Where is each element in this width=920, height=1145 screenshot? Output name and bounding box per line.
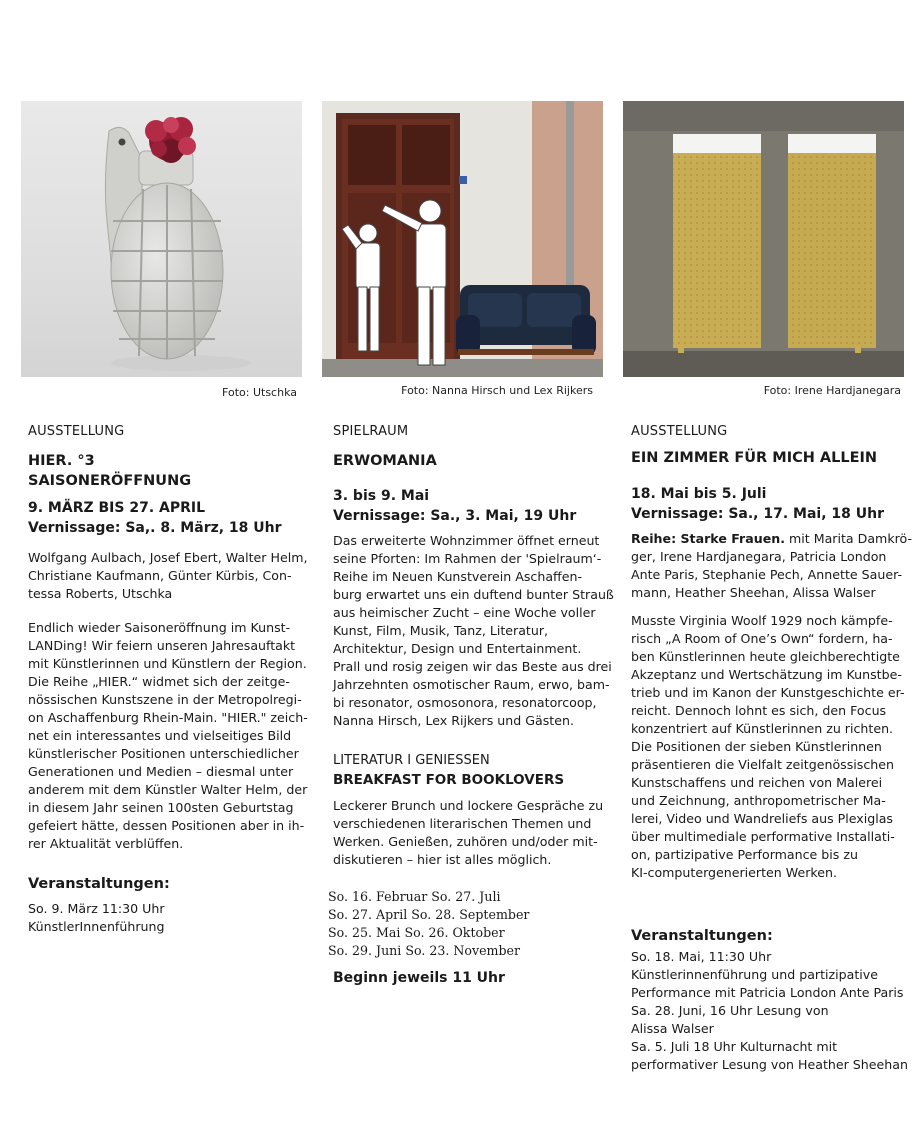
event-line: performativer Lesung von Heather Sheehan <box>631 1057 908 1072</box>
photo-credit-2: Foto: Nanna Hirsch und Lex Rijkers <box>401 384 593 397</box>
description-line: Das erweiterte Wohnzimmer öffnet erneut <box>333 533 600 548</box>
artists-line: tessa Roberts, Utschka <box>28 586 173 601</box>
description-line: diskutieren – hier ist alles möglich. <box>333 852 552 867</box>
date-line: Vernissage: Sa., 3. Mai, 19 Uhr <box>333 508 577 524</box>
description-line: Die Reihe „HIER.“ widmet sich der zeitge- <box>28 674 290 689</box>
description-line: konzentriert auf Künstlerinnen zu richten. <box>631 721 894 736</box>
description-line: rer Aktualität verblüffen. <box>28 836 184 851</box>
description-line: burg erwartet uns ein duftend bunter Strauß <box>333 587 614 602</box>
description-line: KI-computergenerierten Werken. <box>631 865 837 880</box>
photo-credit-3: Foto: Irene Hardjanegara <box>763 384 901 397</box>
sub-event-description <box>333 797 603 869</box>
artists-line: Christiane Kaufmann, Günter Kürbis, Con- <box>28 568 292 583</box>
description-line: risch „A Room of One’s Own“ fordern, ha- <box>631 631 893 646</box>
start-time-note: Beginn jeweils 11 Uhr <box>333 970 505 986</box>
schedule-line: So. 29. Juni So. 23. November <box>328 943 520 958</box>
artists-list <box>28 549 307 603</box>
description-line: bi resonator, osmosonora, resonatorcoop, <box>333 695 597 710</box>
date-line: Vernissage: Sa., 17. Mai, 18 Uhr <box>631 506 885 522</box>
description-line: Endlich wieder Saisoneröffnung im Kunst- <box>28 620 291 635</box>
schedule-line: So. 25. Mai So. 26. Oktober <box>328 925 505 940</box>
description-line: reicht. Dennoch lohnt es sich, den Focus <box>631 703 887 718</box>
artists-line: Wolfgang Aulbach, Josef Ebert, Walter Helm, <box>28 550 308 565</box>
artists-text: ger, <box>631 549 656 564</box>
artists-line <box>631 530 912 548</box>
date-line: 18. Mai bis 5. Juli <box>631 486 767 502</box>
description-line: on, partizipative Performance bis zu <box>631 847 858 862</box>
artists-line <box>631 548 912 566</box>
description-line: lerei, Video und Wandreliefs aus Plexiglas <box>631 811 893 826</box>
description-line: Leckerer Brunch und lockere Gespräche zu <box>333 798 604 813</box>
description-line: Reihe im Neuen Kunstverein Aschaffen- <box>333 569 582 584</box>
description-line: künstlerischer Positionen unterschiedlicher <box>28 746 299 761</box>
description-line: Akzeptanz und Wertschätzung im Kunstbe- <box>631 667 902 682</box>
description-line: verschiedenen literarischen Themen und <box>333 816 592 831</box>
description-line: in diesem Jahr seinen 100sten Geburtstag <box>28 800 294 815</box>
description-line: Prall und rosig zeigen wir das Beste aus drei <box>333 659 612 674</box>
description-line: Musste Virginia Woolf 1929 noch kämpfe- <box>631 613 893 628</box>
description-line: on Aschaffenburg Rhein-Main. "HIER." zeich- <box>28 710 308 725</box>
event-line: Sa. 5. Juli 18 Uhr Kulturnacht mit <box>631 1039 838 1054</box>
exhibition-title: ERWOMANIA <box>333 453 437 469</box>
exhibition-dates <box>631 484 884 524</box>
artists-line: mann, Heather Sheehan, Alissa Walser <box>631 585 876 600</box>
description-line: Kunst, Film, Musik, Tanz, Literatur, <box>333 623 549 638</box>
description-line: nössischen Kunstszene in der Metropolregi- <box>28 692 302 707</box>
date-line: 9. MÄRZ BIS 27. APRIL <box>28 500 206 516</box>
schedule-line: So. 16. Februar So. 27. Juli <box>328 889 501 904</box>
title-line: HIER. °3 <box>28 453 95 469</box>
events-list <box>28 900 165 936</box>
description-line: über multimediale performative Installati- <box>631 829 895 844</box>
description <box>28 619 308 853</box>
exhibition-dates <box>333 486 576 526</box>
brunch-schedule <box>328 888 529 960</box>
sub-event-title: BREAKFAST FOR BOOKLOVERS <box>333 772 565 788</box>
description-line: LANDing! Wir feiern unseren Jahresauftakt <box>28 638 296 653</box>
description-line: seine Pforten: Im Rahmen der 'Spielraum‘- <box>333 551 602 566</box>
description-line: Nanna Hirsch, Lex Rijkers und Gästen. <box>333 713 574 728</box>
description-line: ben Künstlerinnen heute gleichberechtigte <box>631 649 900 664</box>
artists-list <box>631 530 912 602</box>
description-line: mit Künstlerinnen und Künstlern der Region. <box>28 656 307 671</box>
photo-credit-1: Foto: Utschka <box>222 386 297 399</box>
events-heading: Veranstaltungen: <box>28 876 170 892</box>
artists-text: Irene Hardjanegara, Patricia London <box>659 549 887 564</box>
description-line: Architektur, Design und Entertainment. <box>333 641 582 656</box>
exhibition-title: EIN ZIMMER FÜR MICH ALLEIN <box>631 450 878 466</box>
event-line: KünstlerInnenführung <box>28 919 165 934</box>
description <box>631 612 905 882</box>
artists-text: mit Marita Damkrö- <box>785 531 913 546</box>
description-line: Generationen und Medien – diesmal unter <box>28 764 294 779</box>
description-line: und Zeichnung, anthropometrischer Ma- <box>631 793 886 808</box>
title-line: SAISONERÖFFNUNG <box>28 473 192 489</box>
description-line: präsentieren die Vielfalt zeitgenössischen <box>631 757 894 772</box>
photo-grenade <box>21 101 302 377</box>
description <box>333 532 614 730</box>
category-label: AUSSTELLUNG <box>631 424 728 439</box>
photo-doorway-couch <box>322 101 603 377</box>
description-line: Jahrzehnten osmotischer Raum, erwo, bam- <box>333 677 610 692</box>
event-line: Alissa Walser <box>631 1021 714 1036</box>
artists-line: Ante Paris, Stephanie Pech, Annette Sauer- <box>631 567 902 582</box>
event-line: Sa. 28. Juni, 16 Uhr Lesung von <box>631 1003 829 1018</box>
event-line: Künstlerinnenführung und partizipative <box>631 967 878 982</box>
description-line: aus heimischer Zucht – eine Woche voller <box>333 605 596 620</box>
category-label: SPIELRAUM <box>333 424 409 439</box>
description-line: anderem mit dem Künstler Walter Helm, der <box>28 782 308 797</box>
description-line: Die Positionen der sieben Künstlerinnen <box>631 739 882 754</box>
description-line: gefeiert hätte, dessen Positionen aber in ih- <box>28 818 305 833</box>
exhibition-dates <box>28 498 282 538</box>
exhibition-title <box>28 451 191 491</box>
description-line: Werken. Genießen, zuhören und/oder mit- <box>333 834 598 849</box>
sub-category-label: LITERATUR I GENIESSEN <box>333 753 490 768</box>
description-line: net ein interessantes und vielseitiges Bild <box>28 728 292 743</box>
description-line: trieb und im Kanon der Kunstgeschichte er- <box>631 685 905 700</box>
schedule-line: So. 27. April So. 28. September <box>328 907 530 922</box>
series-label: Reihe: Starke Frauen. <box>631 531 786 546</box>
event-line: Performance mit Patricia London Ante Paris <box>631 985 904 1000</box>
event-line: So. 9. März 11:30 Uhr <box>28 901 165 916</box>
events-heading: Veranstaltungen: <box>631 928 773 944</box>
category-label: AUSSTELLUNG <box>28 424 125 439</box>
event-line: So. 18. Mai, 11:30 Uhr <box>631 949 772 964</box>
photo-golden-panels <box>623 101 904 377</box>
date-line: Vernissage: Sa,. 8. März, 18 Uhr <box>28 520 282 536</box>
description-line: Kunstschaffens und reichen von Malerei <box>631 775 883 790</box>
date-line: 3. bis 9. Mai <box>333 488 430 504</box>
events-list <box>631 948 908 1074</box>
